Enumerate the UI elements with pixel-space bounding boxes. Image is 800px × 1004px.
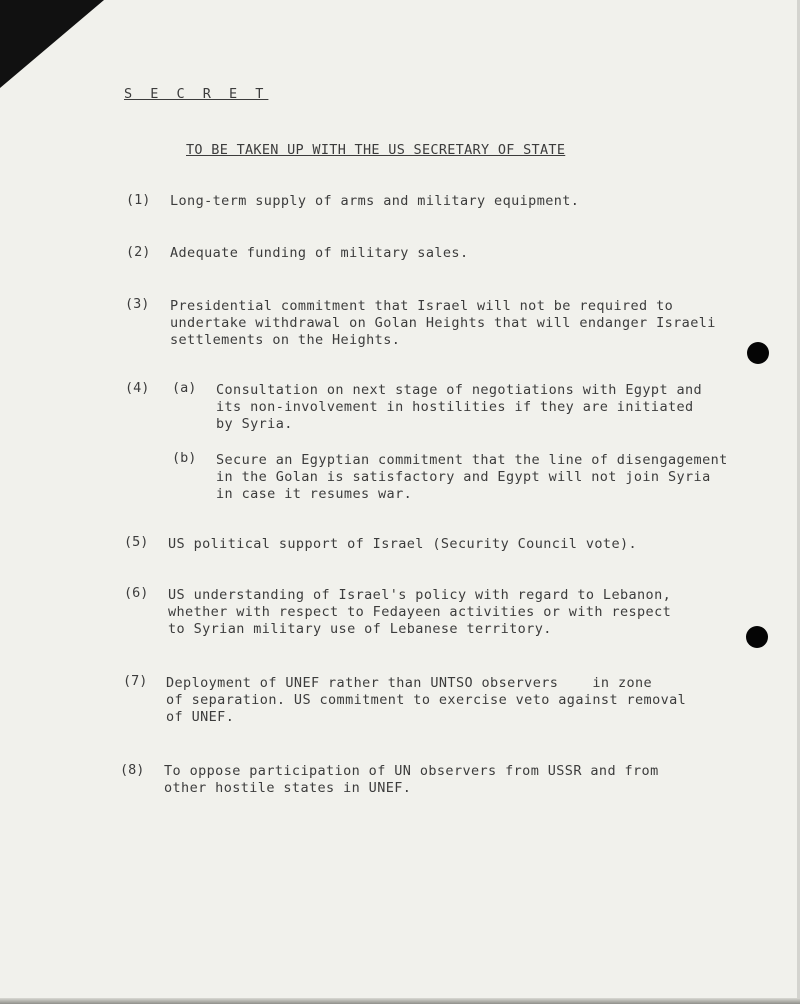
- item-number: (4): [125, 380, 150, 396]
- classification-marking: S E C R E T: [124, 86, 269, 102]
- item-text: Long-term supply of arms and military equipment.: [170, 193, 580, 209]
- folded-corner: [0, 0, 104, 88]
- subitem-label: (a): [172, 380, 197, 396]
- item-number: (2): [126, 244, 151, 260]
- item-text: Deployment of UNEF rather than UNTSO observers in zone of separation. US commitment to exercise veto against removal of UNEF.: [166, 675, 687, 725]
- item-number: (1): [126, 192, 151, 208]
- item-text: US understanding of Israel's policy with regard to Lebanon, whether with respect to Fedayeen activities or with respect to Syrian military use of Lebanese territory.: [168, 587, 672, 637]
- punch-hole: [746, 626, 768, 648]
- punch-hole: [747, 342, 769, 364]
- subitem-text: Consultation on next stage of negotiations with Egypt and its non-involvement in hostilities if they are initiated by Syria.: [216, 382, 703, 432]
- document-heading: TO BE TAKEN UP WITH THE US SECRETARY OF STATE: [186, 142, 566, 158]
- page-edge-bottom: [0, 998, 800, 1004]
- item-number: (8): [120, 762, 145, 778]
- item-text: To oppose participation of UN observers from USSR and from other hostile states in UNEF.: [164, 763, 659, 796]
- item-number: (5): [124, 534, 149, 550]
- item-text: Adequate funding of military sales.: [170, 245, 469, 261]
- item-number: (3): [125, 296, 150, 312]
- item-text: US political support of Israel (Security Council vote).: [168, 536, 638, 552]
- subitem-text: Secure an Egyptian commitment that the line of disengagement in the Golan is satisfactory and Egypt will not join Syria in case it resumes war.: [216, 452, 728, 502]
- item-text: Presidential commitment that Israel will not be required to undertake withdrawal on Golan Heights that will endanger Israeli settlements on the Heights.: [170, 298, 716, 348]
- item-number: (7): [123, 673, 148, 689]
- subitem-label: (b): [172, 450, 197, 466]
- item-number: (6): [124, 585, 149, 601]
